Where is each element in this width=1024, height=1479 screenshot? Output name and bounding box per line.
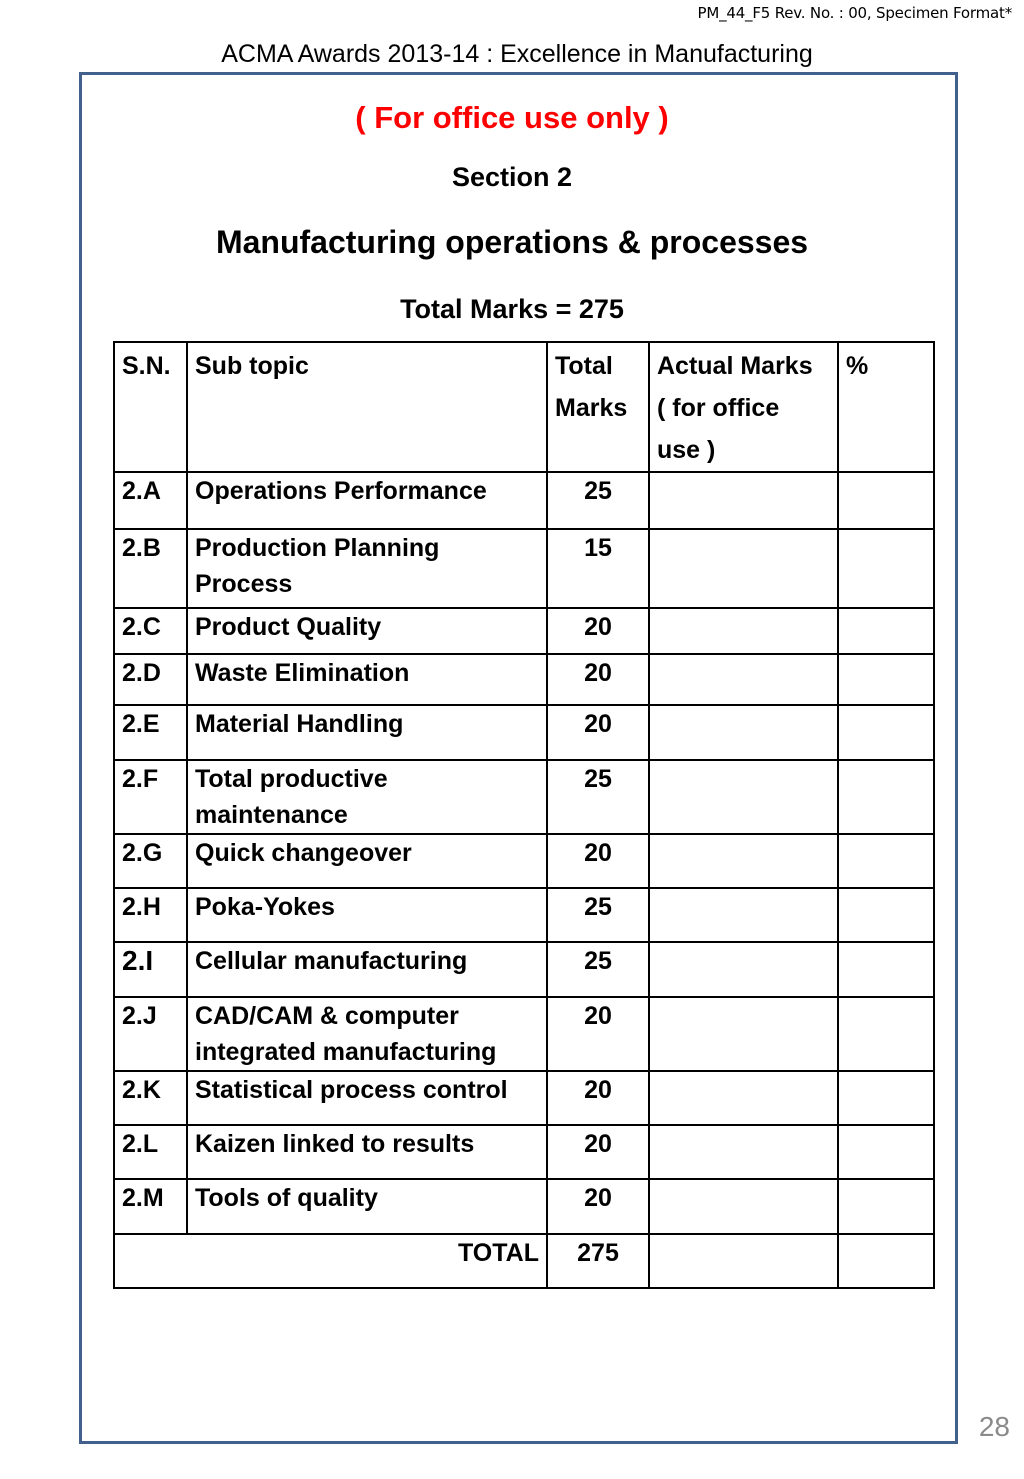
- table-row: [114, 529, 934, 608]
- row-percent[interactable]: [838, 1179, 934, 1234]
- header-total-line-2: Marks: [555, 394, 628, 422]
- row-subtopic: Product Quality: [187, 608, 547, 654]
- row-subtopic: Total productive maintenance: [187, 760, 547, 834]
- row-subtopic: Production Planning Process: [187, 529, 547, 608]
- row-percent[interactable]: [838, 608, 934, 654]
- row-percent[interactable]: [838, 529, 934, 608]
- row-sn: 2.G: [114, 834, 187, 888]
- row-percent[interactable]: [838, 654, 934, 705]
- table-row: [114, 760, 934, 834]
- row-total-marks: 20: [547, 997, 649, 1071]
- row-total-marks: 20: [547, 705, 649, 760]
- row-percent[interactable]: [838, 1125, 934, 1179]
- row-percent[interactable]: [838, 888, 934, 942]
- header-sn: S.N.: [114, 342, 187, 472]
- table-row: [114, 1125, 934, 1179]
- row-actual-marks[interactable]: [649, 834, 838, 888]
- table-header-row: [114, 342, 934, 472]
- total-actual-marks[interactable]: [649, 1234, 838, 1288]
- row-total-marks: 15: [547, 529, 649, 608]
- row-total-marks: 20: [547, 1125, 649, 1179]
- row-subtopic: Tools of quality: [187, 1179, 547, 1234]
- row-total-marks: 25: [547, 888, 649, 942]
- table-row: [114, 888, 934, 942]
- page-number: 28: [978, 1411, 1010, 1442]
- table-row: [114, 705, 934, 760]
- table-row: [114, 942, 934, 997]
- total-value: 275: [547, 1234, 649, 1288]
- row-sn: 2.H: [114, 888, 187, 942]
- row-total-marks: 20: [547, 834, 649, 888]
- table-row: [114, 472, 934, 529]
- row-percent[interactable]: [838, 834, 934, 888]
- row-sn: 2.B: [114, 529, 187, 608]
- row-total-marks: 25: [547, 760, 649, 834]
- row-total-marks: 20: [547, 654, 649, 705]
- marks-table: [113, 341, 935, 1289]
- section-heading: Manufacturing operations & processes: [215, 224, 809, 260]
- row-sn: 2.C: [114, 608, 187, 654]
- row-total-marks: 20: [547, 1071, 649, 1125]
- row-percent[interactable]: [838, 472, 934, 529]
- row-subtopic: Waste Elimination: [187, 654, 547, 705]
- row-percent[interactable]: [838, 760, 934, 834]
- header-total-line-1: Total: [555, 352, 613, 380]
- row-total-marks: 20: [547, 1179, 649, 1234]
- header-total-marks: [547, 342, 649, 472]
- row-actual-marks[interactable]: [649, 608, 838, 654]
- row-total-marks: 25: [547, 472, 649, 529]
- row-sn: 2.L: [114, 1125, 187, 1179]
- row-actual-marks[interactable]: [649, 472, 838, 529]
- office-use-notice: ( For office use only ): [355, 100, 669, 135]
- row-subtopic: Material Handling: [187, 705, 547, 760]
- table-row: [114, 1179, 934, 1234]
- row-subtopic: Quick changeover: [187, 834, 547, 888]
- row-subtopic: Statistical process control: [187, 1071, 547, 1125]
- row-subtopic: Cellular manufacturing: [187, 942, 547, 997]
- header-actual-line-2: ( for office: [657, 394, 780, 422]
- row-sn: 2.J: [114, 997, 187, 1071]
- row-actual-marks[interactable]: [649, 529, 838, 608]
- row-subtopic: Kaizen linked to results: [187, 1125, 547, 1179]
- table-row: [114, 834, 934, 888]
- total-percent[interactable]: [838, 1234, 934, 1288]
- row-actual-marks[interactable]: [649, 888, 838, 942]
- table-row: [114, 608, 934, 654]
- table-total-row: [114, 1234, 934, 1288]
- row-percent[interactable]: [838, 942, 934, 997]
- row-sn: 2.D: [114, 654, 187, 705]
- header-percent: %: [838, 342, 934, 472]
- row-actual-marks[interactable]: [649, 1071, 838, 1125]
- document-title: ACMA Awards 2013-14 : Excellence in Manufacturing: [221, 40, 813, 68]
- row-actual-marks[interactable]: [649, 654, 838, 705]
- header-subtopic: Sub topic: [187, 342, 547, 472]
- row-sn: 2.I: [114, 942, 187, 997]
- total-marks-line: Total Marks = 275: [400, 294, 624, 324]
- section-label: Section 2: [451, 162, 573, 192]
- row-subtopic: Operations Performance: [187, 472, 547, 529]
- table-row: [114, 997, 934, 1071]
- row-percent[interactable]: [838, 1071, 934, 1125]
- total-label: TOTAL: [114, 1234, 547, 1288]
- row-actual-marks[interactable]: [649, 997, 838, 1071]
- row-actual-marks[interactable]: [649, 760, 838, 834]
- table-row: [114, 1071, 934, 1125]
- row-sn: 2.M: [114, 1179, 187, 1234]
- form-code: PM_44_F5 Rev. No. : 00, Specimen Format*: [697, 4, 1012, 22]
- row-subtopic: Poka-Yokes: [187, 888, 547, 942]
- row-percent[interactable]: [838, 705, 934, 760]
- row-actual-marks[interactable]: [649, 1179, 838, 1234]
- row-sn: 2.F: [114, 760, 187, 834]
- row-actual-marks[interactable]: [649, 705, 838, 760]
- row-total-marks: 20: [547, 608, 649, 654]
- row-sn: 2.K: [114, 1071, 187, 1125]
- header-actual-line-1: Actual Marks: [657, 352, 813, 380]
- header-actual-line-3: use ): [657, 436, 716, 464]
- row-percent[interactable]: [838, 997, 934, 1071]
- row-actual-marks[interactable]: [649, 942, 838, 997]
- row-total-marks: 25: [547, 942, 649, 997]
- table-row: [114, 654, 934, 705]
- row-sn: 2.A: [114, 472, 187, 529]
- row-sn: 2.E: [114, 705, 187, 760]
- row-actual-marks[interactable]: [649, 1125, 838, 1179]
- row-subtopic: CAD/CAM & computer integrated manufacturing: [187, 997, 547, 1071]
- header-actual-marks: [649, 342, 838, 472]
